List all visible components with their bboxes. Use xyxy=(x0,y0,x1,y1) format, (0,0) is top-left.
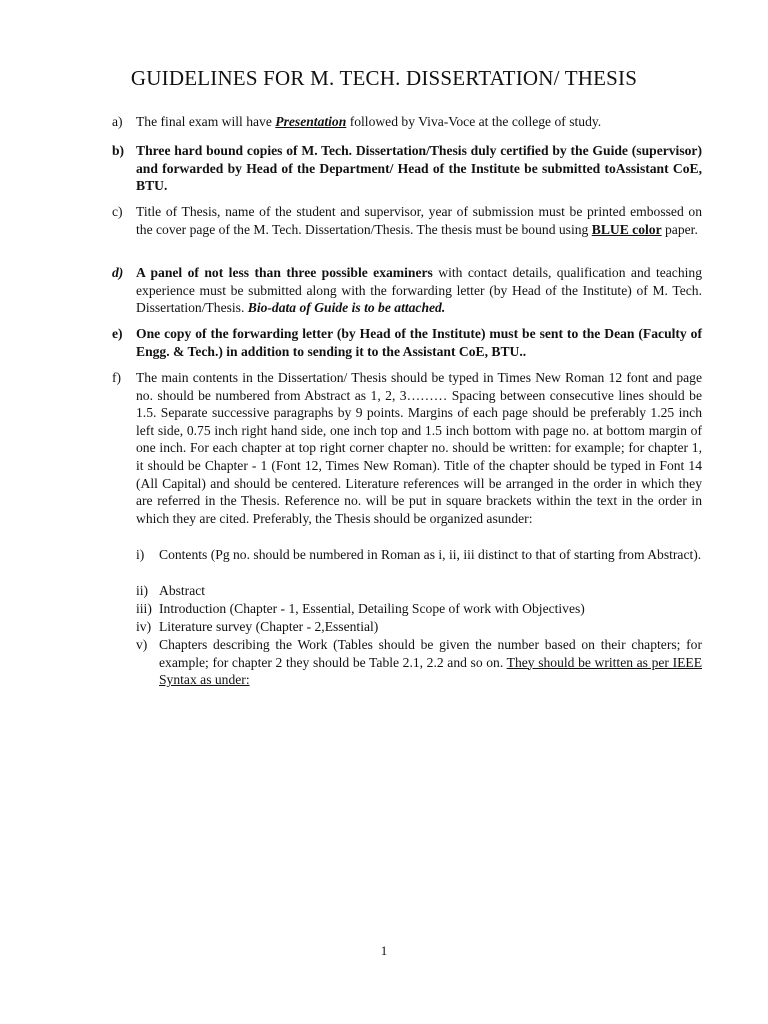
subitem-text xyxy=(159,636,702,689)
guideline-c xyxy=(112,203,702,238)
subitem-marker: i) xyxy=(136,547,145,562)
page-number: 1 xyxy=(380,943,388,958)
subitem-marker: v) xyxy=(136,637,148,652)
guideline-b xyxy=(112,142,702,195)
subitem-abstract xyxy=(112,582,702,600)
item-text: One copy of the forwarding letter (by Head of the Institute) must be sent to the Dean (Faculty of Engg. & Tech.) in addition to sending it to the Assistant CoE, BTU.. xyxy=(136,326,702,359)
item-marker: b) xyxy=(112,143,125,158)
item-text xyxy=(136,113,702,131)
subitem-marker: iii) xyxy=(136,601,152,616)
guideline-e xyxy=(112,325,702,360)
item-text xyxy=(136,264,702,317)
item-marker: e) xyxy=(112,326,123,341)
guideline-f xyxy=(112,369,702,527)
subitem-literature-survey xyxy=(112,618,702,636)
item-marker: f) xyxy=(112,370,122,385)
guideline-d xyxy=(112,264,702,317)
item-marker: d) xyxy=(112,265,124,280)
page-title: GUIDELINES FOR M. TECH. DISSERTATION/ THESIS xyxy=(130,66,638,90)
item-text xyxy=(136,203,702,238)
subitem-marker: iv) xyxy=(136,619,152,634)
text-run: Chapters describing the Work (Tables should be given the number based on their chapters; for example; for chapter 2 they should be Table 2.1, 2.2 and so on. xyxy=(159,637,702,670)
bio-data-note: Bio-data of Guide is to be attached. xyxy=(247,300,446,316)
subitem-text: Literature survey (Chapter - 2,Essential) xyxy=(159,619,379,634)
text-run: Title of Thesis, name of the student and supervisor, year of submission must be printed embossed on the cover page of the M. Tech. Dissertation/Thesis. The thesis must be bound using xyxy=(136,204,702,237)
subitem-marker: ii) xyxy=(136,583,149,598)
text-run: with contact details, qualification and teaching experience must be submitted along with the forwarding letter (by Head of the Institute) of M. Tech. Dissertation/Thesis. xyxy=(136,265,703,316)
item-text: Three hard bound copies of M. Tech. Dissertation/Thesis duly certified by the Guide (supervisor) and forwarded by Head of the Department/ Head of the Institute be submitted toAssistant CoE, BTU. xyxy=(136,143,702,194)
subitem-introduction xyxy=(112,600,702,618)
blue-color-emphasis: BLUE color xyxy=(591,221,662,237)
subitem-text: Abstract xyxy=(159,583,206,598)
subitem-text: Introduction (Chapter - 1, Essential, Detailing Scope of work with Objectives) xyxy=(159,601,585,616)
panel-lead: A panel of not less than three possible examiners xyxy=(136,265,433,280)
text-run: paper. xyxy=(661,221,698,237)
ieee-syntax-note: They should be written as per IEEE Syntax as under: xyxy=(159,654,703,688)
subitem-contents xyxy=(112,546,702,564)
item-marker: c) xyxy=(112,204,123,219)
presentation-emphasis: Presentation xyxy=(275,114,347,129)
text-run: followed by Viva-Voce at the college of study. xyxy=(346,114,602,129)
text-run: The final exam will have xyxy=(136,114,276,129)
item-text: The main contents in the Dissertation/ Thesis should be typed in Times New Roman 12 font and page no. should be numbered from Abstract as 1, 2, 3……… Spacing between consecutive lines should be 1.5. Separate successive paragraphs by 9 points. Margins of each page should be preferably 1.25 inch left side, 0.75 inch right hand side, one inch top and 1.5 inch bottom with page no. at bottom margin of one inch. For each chapter at top right corner chapter no. should be written: for example; for chapter 1, it should be Chapter - 1 (Font 12, Times New Roman). Title of the chapter should be typed in Font 14 (All Capital) and should be centered. Literature references will be arranged in the order in which they are referred in the Thesis. Reference no. will be put in square brackets within the text in the order in which they are cited. Preferably, the Thesis should be organized asunder: xyxy=(136,370,702,526)
item-marker: a) xyxy=(112,114,123,129)
subitem-chapters xyxy=(112,636,702,689)
guideline-a xyxy=(112,113,702,131)
subitem-text: Contents (Pg no. should be numbered in Roman as i, ii, iii distinct to that of starting from Abstract). xyxy=(159,547,702,562)
